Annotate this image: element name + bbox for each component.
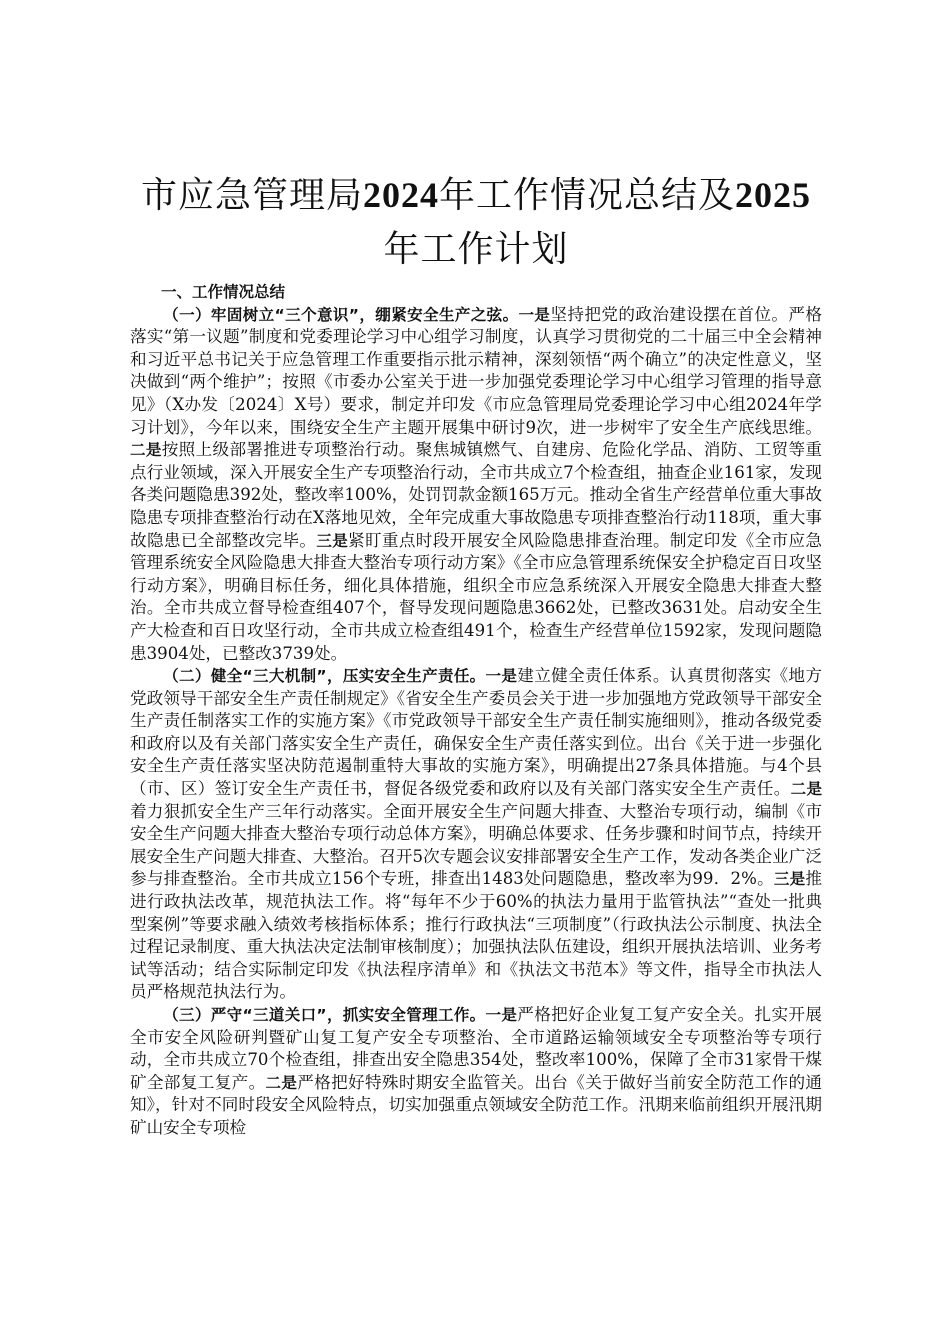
paragraph-3-marker-1: 一是 — [485, 1006, 518, 1024]
document-body — [130, 281, 822, 1140]
title-part-3: 年工作计划 — [383, 229, 569, 270]
paragraph-2-marker-3: 三是 — [773, 870, 806, 889]
paragraph-3 — [130, 1004, 822, 1140]
paragraph-2-marker-2: 二是 — [790, 780, 822, 799]
paragraph-2-text-3: 推进行政执法改革，规范执法工作。将“每年不少于60%的执法力量用于监管执法”“查处一批典型案例”等要求融入绩效考核指标体系；推行行政执法“三项制度”（行政执法公示制度、执法全过程记录制度、重大执法决定法制审核制度）；加强执法队伍建设，组织开展执法培训、业务考试等活动；结合实际制定印发《执法程序清单》和《执法文书范本》等文件，指导全市执法人员严格规范执法行为。 — [130, 869, 822, 1002]
paragraph-1 — [130, 304, 822, 666]
paragraph-2-heading: （二）健全“三大机制”，压实安全生产责任。 — [163, 667, 486, 686]
paragraph-1-text-2: 按照上级部署推进专项整治行动。聚焦城镇燃气、自建房、危险化学品、消防、工贸等重点行业领域，深入开展安全生产专项整治行动，全市共成立7个检查组，抽查企业161家，发现各类问题隐患392处，整改率100%，处罚罚款金额165万元。推动全省生产经营单位重大事故隐患专项排查整治行动在X落地见效，全年完成重大事故隐患专项排查整治行动118项，重大事故隐患已全部整改完毕。 — [130, 440, 822, 550]
title-part-2: 年工作情况总结及 — [439, 175, 736, 216]
paragraph-1-marker-1: 一是 — [518, 305, 551, 324]
paragraph-3-text-1: 严格把好企业复工复产安全关。扎实开展全市安全风险研判暨矿山复工复产安全专项整治、全市道路运输领域安全专项整治等专项行动，全市共成立70个检查组，排查出安全隐患354处，整改率100%，保障了全市31家骨干煤矿全部复工复产。 — [130, 1005, 822, 1092]
paragraph-3-text-2: 严格把好特殊时期安全监管关。出台《关于做好当前安全防范工作的通知》，针对不同时段安全风险特点，切实加强重点领域安全防范工作。汛期来临前组织开展汛期矿山安全专项检 — [130, 1072, 822, 1137]
title-year-2024: 2024 — [363, 175, 439, 215]
title-year-2025: 2025 — [735, 175, 812, 215]
paragraph-1-heading: （一）牢固树立“三个意识”，绷紧安全生产之弦。 — [163, 305, 519, 324]
paragraph-2-text-1: 建立健全责任体系。认真贯彻落实《地方党政领导干部安全生产责任制规定》《省安全生产委员会关于进一步加强地方党政领导干部安全生产责任制落实工作的实施方案》《市党政领导干部安全生产责任制实施细则》，推动各级党委和政府以及有关部门落实安全生产责任，确保安全生产责任落实到位。出台《关于进一步强化安全生产责任落实坚决防范遏制重特大事故的实施方案》，明确提出27条具体措施。与4个县（市、区）签订安全生产责任书，督促各级党委和政府以及有关部门落实安全生产责任。 — [130, 666, 822, 799]
paragraph-2-text-2: 着力狠抓安全生产三年行动落实。全面开展安全生产问题大排查、大整治专项行动，编制《市安全生产问题大排查大整治专项行动总体方案》，明确总体要求、任务步骤和时间节点，持续开展安全生产问题大排查、大整治。召开5次专题会议安排部署安全生产工作，发动各类企业广泛参与排查整治。全市共成立156个专班，排查出1483处问题隐患，整改率为99．2%。 — [130, 801, 822, 889]
paragraph-3-marker-2: 二是 — [265, 1073, 298, 1092]
paragraph-1-text-3: 紧盯重点时段开展安全风险隐患排查治理。制定印发《全市应急管理系统安全风险隐患大排查大整治专项行动方案》《全市应急管理系统保安全护稳定百日攻坚行动方案》，明确目标任务，细化具体措施，组织全市应急系统深入开展安全隐患大排查大整治。全市共成立督导检查组407个，督导发现问题隐患3662处，已整改3631处。启动安全生产大检查和百日攻坚行动，全市共成立检查组491个，检查生产经营单位1592家，发现问题隐患3904处，已整改3739处。 — [130, 530, 823, 663]
document-title — [130, 168, 822, 277]
paragraph-2 — [130, 665, 822, 1004]
paragraph-1-text-1: 坚持把党的政治建设摆在首位。严格落实“第一议题”制度和党委理论学习中心组学习制度，认真学习贯彻党的二十届三中全会精神和习近平总书记关于应急管理工作重要指示批示精神，深刻领悟“两个确立”的决定性意义，坚决做到“两个维护”；按照《市委办公室关于进一步加强党委理论学习中心组学习管理的指导意见》（X办发〔2024〕X号）要求，制定并印发《市应急管理局党委理论学习中心组2024年学习计划》，今年以来，围绕安全生产主题开展集中研讨9次，进一步树牢了安全生产底线思维。 — [130, 304, 822, 437]
section-heading-work-summary: 一、工作情况总结 — [161, 283, 286, 301]
paragraph-3-heading: （三）严守“三道关口”，抓实安全管理工作。 — [163, 1006, 486, 1024]
title-part-1: 市应急管理局 — [140, 175, 363, 216]
paragraph-1-marker-3: 三是 — [316, 531, 349, 550]
paragraph-1-marker-2: 二是 — [130, 441, 162, 460]
paragraph-2-marker-1: 一是 — [485, 667, 518, 686]
